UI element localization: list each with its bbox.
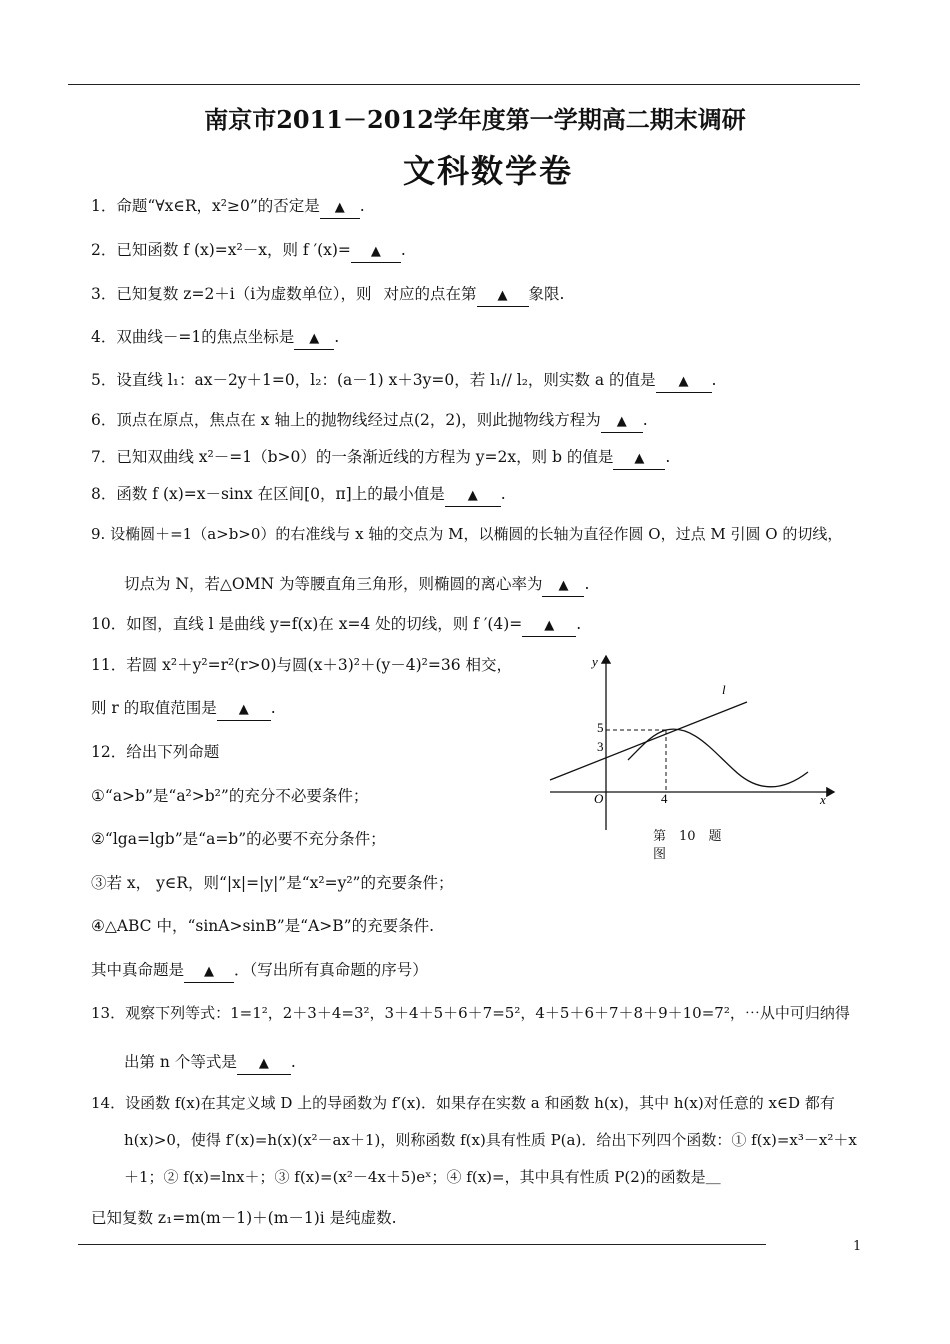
question-11-continued: 则 r 的取值范围是 ▲ . (91, 698, 276, 721)
origin-label: O (594, 791, 604, 806)
answer-blank (542, 574, 584, 597)
answer-blank (477, 284, 529, 307)
question-11: 11．若圆 x²＋y²=r²(r>0)与圆(x＋3)²＋(y－4)²=36 相交， (91, 656, 513, 674)
question-10: 10．如图，直线 l 是曲线 y=f(x)在 x=4 处的切线，则 f ′(4)= ▲ . (91, 614, 581, 637)
answer-marker: ▲ (370, 244, 381, 259)
question-12: 12．给出下列命题 (91, 743, 220, 761)
answer-blank (184, 960, 234, 983)
answer-marker: ▲ (634, 451, 645, 466)
figure-tangent-graph (542, 650, 842, 850)
question-14-line2: h(x)>0，使得 f′(x)=h(x)(x²－ax＋1)，则称函数 f(x)具有性质 P(a)．给出下列四个函数：① f(x)=x³－x²＋x (124, 1131, 857, 1149)
answer-marker: ▲ (616, 414, 627, 429)
page-number: 1 (853, 1239, 862, 1254)
answer-marker: ▲ (544, 618, 555, 633)
question-13: 13．观察下列等式：1=1²，2＋3＋4=3²，3＋4＋5＋6＋7=5²，4＋5＋6＋7＋8＋9＋10=7²，⋯从中可归纳得 (91, 1004, 850, 1022)
tangent-line-l (550, 702, 747, 780)
y-axis-label: y (592, 654, 598, 669)
question-6: 6．顶点在原点，焦点在 x 轴上的抛物线经过点(2，2)，则此抛物线方程为 ▲ . (91, 410, 648, 433)
answer-marker: ▲ (497, 288, 508, 303)
answer-blank (656, 370, 712, 393)
answer-marker: ▲ (258, 1056, 269, 1071)
proposition-4: ④△ABC 中，“sinA>sinB”是“A>B”的充要条件. (91, 917, 435, 935)
answer-marker: ▲ (334, 200, 345, 215)
answer-marker: ▲ (558, 578, 569, 593)
tick-label-x-4: 4 (661, 791, 668, 806)
tick-label-y-5: 5 (597, 720, 604, 735)
answer-marker: ▲ (204, 964, 215, 979)
answer-blank (445, 484, 501, 507)
question-1: 1．命题“∀x∈R，x²≥0”的否定是 ▲ . (91, 196, 365, 219)
exam-title: 南京市2011－2012学年度第一学期高二期末调研 (204, 105, 746, 134)
question-12-answer: 其中真命题是 ▲ ．（写出所有真命题的序号） (91, 960, 428, 983)
answer-blank (351, 240, 401, 263)
question-8: 8．函数 f (x)=x－sinx 在区间[0，π]上的最小值是 ▲ . (91, 484, 506, 507)
answer-marker: ▲ (309, 331, 320, 346)
question-14: 14．设函数 f(x)在其定义域 D 上的导函数为 f′(x)．如果存在实数 a 和函数 h(x)，其中 h(x)对任意的 x∈D 都有 (91, 1094, 835, 1112)
answer-blank (613, 447, 665, 470)
question-15: 已知复数 z₁=m(m－1)＋(m－1)i 是纯虚数. (91, 1209, 397, 1227)
proposition-3: ③若 x， y∈R，则“|x|=|y|”是“x²=y²”的充要条件； (91, 874, 454, 892)
tick-label-y-3: 3 (597, 739, 604, 754)
answer-marker: ▲ (238, 702, 249, 717)
question-5: 5．设直线 l₁：ax－2y＋1=0，l₂：(a－1) x＋3y=0，若 l₁// l₂，则实数 a 的值是 ▲ . (91, 370, 716, 393)
question-2: 2．已知函数 f (x)=x²－x，则 f ′(x)= ▲ . (91, 240, 406, 263)
figure-caption: 第 10 题 图 (653, 829, 722, 862)
answer-blank (522, 614, 576, 637)
answer-blank (294, 327, 334, 350)
answer-marker: ▲ (678, 374, 689, 389)
answer-blank (320, 196, 360, 219)
line-label-l: l (722, 682, 726, 697)
proposition-1: ①“a>b”是“a²>b²”的充分不必要条件； (91, 787, 369, 805)
exam-subtitle: 文科数学卷 (402, 152, 573, 190)
question-7: 7．已知双曲线 x²－=1（b>0）的一条渐近线的方程为 y=2x，则 b 的值是 ▲ . (91, 447, 670, 470)
question-9-continued: 切点为 N，若△OMN 为等腰直角三角形，则椭圆的离心率为 ▲ . (124, 574, 589, 597)
answer-blank (217, 698, 271, 721)
proposition-2: ②“lga=lgb”是“a=b”的必要不充分条件； (91, 830, 386, 848)
question-9: 9. 设椭圆＋=1（a>b>0）的右准线与 x 轴的交点为 M，以椭圆的长轴为直径作圆 O，过点 M 引圆 O 的切线， (91, 525, 843, 543)
question-4: 4．双曲线－=1的焦点坐标是 ▲ . (91, 327, 339, 350)
answer-blank (237, 1052, 291, 1075)
answer-marker: ▲ (467, 488, 478, 503)
answer-blank (601, 410, 643, 433)
question-14-line3: ＋1；② f(x)=lnx＋；③ f(x)=(x²－4x＋5)eˣ；④ f(x)=，其中具有性质 P(2)的函数是＿ (124, 1168, 721, 1186)
top-rule (68, 84, 860, 85)
bottom-rule (78, 1244, 766, 1245)
question-3: 3．已知复数 z=2＋i（i为虚数单位），则 对应的点在第 ▲ 象限. (91, 284, 564, 307)
x-axis-label: x (820, 792, 826, 807)
question-13-continued: 出第 n 个等式是 ▲ . (124, 1052, 296, 1075)
